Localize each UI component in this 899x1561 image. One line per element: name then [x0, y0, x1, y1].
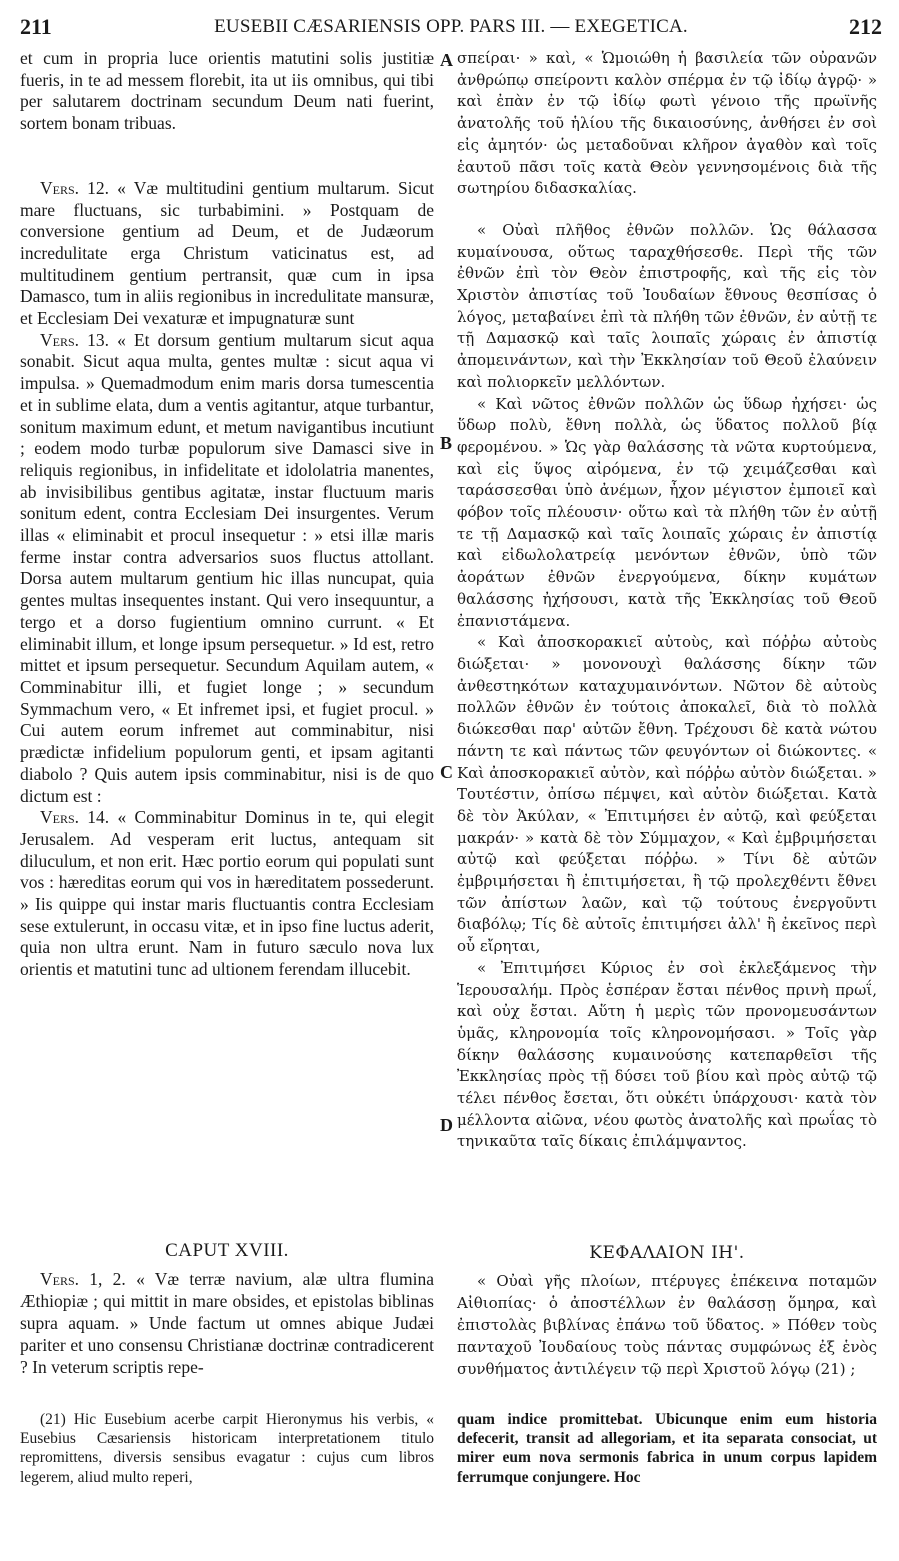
- greek-paragraph: « Οὐαὶ πλῆθος ἐθνῶν πολλῶν. Ὡς θάλασσα κυμαίνουσα, οὕτως ταραχθήσεσθε. Περὶ τῆς τῶν ἐθνῶν ἐπὶ τὸν Θεὸν ἐπιστροφῆς, καὶ τῆς εἰς τὸν Χριστὸν ἀπιστίας τοῦ Ἰουδαίων ἔθνους θεσπίσας ὁ λόγος, μεταβαίνει ἐπὶ τὰ πλήθη τῶν ἐθνῶν, ἐν αὐτῇ τε τῇ Δαμασκῷ καὶ ταῖς λοιπαῖς χώραις ἐν ἀπιστίᾳ ἀπομεινάντων, καὶ τὴν Ἐκκλησίαν τοῦ Θεοῦ ἐλαύνειν καὶ πολιορκεῖν μελλόντων.: [457, 220, 877, 391]
- footnote-right: [457, 1410, 877, 1487]
- chapter-latin-text: [20, 1268, 434, 1378]
- chapter-heading-latin: CAPUT XVIII.: [165, 1240, 289, 1261]
- greek-paragraph: σπείραι· » καὶ, « Ὡμοιώθη ἡ βασιλεία τῶν οὐρανῶν ἀνθρώπῳ σπείροντι καλὸν σπέρμα ἐν τῷ ἰδίῳ ἀγρῷ· » καὶ ἐπὰν ἐν τῷ ἰδίῳ φωτὶ γένοιο τῆς πρωϊνῆς ἀνατολῆς τοῦ ἡλίου τῆς δικαιοσύνης, ἀνθήσει ἐν σοὶ εἰς ἀμητόν· ὡς μεταδοῦναι κλῆρον ἀγαθὸν καὶ τοῖς ἑαυτοῦ πᾶσι τοῖς κατὰ Θεὸν γεννησομένοις διὰ τῆς σωτηρίου διδασκαλίας.: [457, 49, 877, 198]
- verse-label: Vers. 13.: [40, 329, 109, 350]
- verse-text: « Væ multitudini gentium multarum. Sicut mare fluctuans, sic turbabimini. » Postquam de conversione gentium ad Deum, et de Judæorum incredulitate erga Christum vaticinatus est, ad multitudinem gentium pertransit, quæ cum in ipsa Damasco, tum in aliis regionibus in incredulitate mansuræ, et Ecclesiam Dei vexaturæ et impugnaturæ sunt: [20, 177, 434, 329]
- greek-paragraph: « Καὶ ἀποσκορακιεῖ αὐτοὺς, καὶ πόῤῥω αὐτοὺς διώξεται· » μονονουχὶ θαλάσσης δίκην τῶν ἀνθεστηκότων καταχυμαινόντων. Νῶτον δὲ αὐτοὺς πολλῶν ἐθνῶν ἐν τούτοις ἀποκαλεῖ, διὰ τὸ πολλὰ διώκεσθαι παρ' αὐτῶν ἔθνη. Τρέχουσι δὲ κατὰ νώτου πάντη τε καὶ πάντως τῶν φευγόντων οἱ διώκοντες. « Καὶ ἀποσκορακιεῖ αὐτὸν, καὶ πόῤῥω αὐτὸν διώξεται. » Τουτέστιν, ὀπίσω πέμψει, καὶ αὐτὸν διώξεται. Κατὰ δὲ τὸν Ἀκύλαν, « Ἐπιτιμήσει ἐν αὐτῷ, καὶ φεύξεται μακράν· » κατὰ δὲ τὸν Σύμμαχον, « Καὶ ἐμβριμήσεται αὐτῷ καὶ φεύξεται πόῤῥω. » Τίνι δὲ αὐτῶν ἐμβριμήσεται ἢ ἐπιτιμήσεται, ἢ τῷ προλεχθέντι ἔθνει τῶν ἀπίστων λαῶν, καὶ τῷ τούτους ἐνεργοῦντι διαβόλῳ; Τίς δὲ αὐτοῖς ἐπιτιμήσει ἀλλ' ἢ ἐκεῖνος περὶ οὗ εἴρηται,: [457, 633, 877, 956]
- running-title: EUSEBII CÆSARIENSIS OPP. PARS III. — EXEGETICA.: [214, 16, 688, 37]
- footnote-text: quam indice promittebat. Ubicunque enim eum historia defecerit, transit ad allegoriam, et ita separata consociat, ut mirer eum nova sermonis fabrica in unum corpus lapidem ferrumque conjungere. Hoc: [457, 1411, 877, 1486]
- page-number-left: 211: [20, 14, 52, 39]
- latin-paragraph: [20, 330, 434, 807]
- verse-label: Vers. 1, 2.: [40, 1269, 126, 1289]
- greek-paragraph: « Ἐπιτιμήσει Κύριος ἐν σοὶ ἐκλεξάμενος τὴν Ἱερουσαλήμ. Πρὸς ἑσπέραν ἔσται πένθος πρινὴ πρωΐ, καὶ οὐχ ἔσται. Αὕτη ἡ μερὶς τῶν προνομευσάντων ὑμᾶς, κληρονομία τοῖς κληρονομήσασι. » Τοῖς γὰρ δίκην θαλάσσης κυμαινούσης κατεπαρθεῖσι τῆς Ἐκκλησίας πρὸς τῇ δύσει τοῦ βίου καὶ πρὸς αὐτῷ τῷ τέλει πένθος ἔσεται, ὅτι οὐκέτι ὑπάρχουσι· κατὰ τὸν μέλλοντα αἰῶνα, νέου φωτὸς ἀνατολῆς καὶ πρωΐας τὸ τηνικαῦτα ταῖς δίκαις ἐπιλάμψαντος.: [457, 958, 877, 1151]
- footnote-left: [20, 1410, 434, 1487]
- margin-marker-b: B: [440, 433, 453, 453]
- chapter-heading-greek: ΚΕΦΑΛΑΙΟΝ ΙΗ'.: [589, 1243, 745, 1263]
- margin-marker-c: C: [440, 762, 453, 782]
- latin-paragraph: et cum in propria luce orientis matutini solis justitiæ fueris, in te ad messem florebit, ita ut iis omnibus, qui tibi per salutarem doctrinam secundum Deum nati fuerint, sortem bonam tribuas.: [20, 48, 434, 134]
- verse-text: « Væ terræ navium, alæ ultra flumina Æthiopiæ ; qui mittit in mare obsides, et epistolas biblinas supra aquam. » Unde factum ut omnes abique Judæi pariter et uno consensu Christianæ doctrinæ contradicerent ? In veterum scriptis repe-: [20, 1269, 434, 1377]
- verse-text: « Et dorsum gentium multarum sicut aqua sonabit. Sicut aqua multa, gentes multæ : sicut aqua vi impulsa. » Quemadmodum enim maris dorsa tumescentia et in sublime elata, dum a ventis agitantur, atque turbantur, sonitum maximum edunt, et metum navigantibus incutiunt ; eodem modo turbæ populorum sive Damasci sive in reliquis regionibus, in infidelitate et idololatria manentes, ab invisibilibus gentibus agitatæ, instar fluctuum maris sonitum edent, contra Ecclesiam Dei insurgentes. Verum illas « eliminabit et procul insequetur : » etsi illæ maris ferme instar contra adversarios suos fluctus attollant. Dorsa autem multarum gentium hic illas nuncupat, quia gentes multas insequentes instant. Qui vero insequuntur, a tergo et a dorso fugientium omnino currunt. « Et eliminabit illum, et longe ipsum persequetur. » Id est, retro mittet et ipsum persequetur. Secundum Aquilam autem, « Comminabitur illi, et fugiet longe ; » secundum Symmachum vero, « Et infremet ipsi, et fugiet procul. » Cui autem eorum infremet aut comminabitur, nisi prædictæ infidelium populorum genti, et ipsam agitanti diabolo ? Quis autem ipsis comminabitur, nisi is de quo dictum est :: [20, 329, 434, 806]
- latin-paragraph: [20, 807, 434, 981]
- latin-column: [20, 48, 434, 981]
- latin-paragraph: [20, 178, 434, 330]
- greek-paragraph: « Καὶ νῶτος ἐθνῶν πολλῶν ὡς ὕδωρ ἠχήσει· ὡς ὕδωρ πολὺ, ἔθνη πολλὰ, ὡς ὕδατος πολλοῦ βίᾳ φερομένου. » Ὡς γὰρ θαλάσσης τὰ νῶτα κυρτούμενα, καὶ εἰς ὕψος αἰρόμενα, ἐν τῷ χειμάζεσθαι καὶ ταράσσεσθαι ὑπὸ ἀνέμων, ἦχον μέγιστον ἐμποιεῖ καὶ φόβον τοῖς πλέουσιν· οὕτω καὶ τὰ πλήθη τῶν ἐν αὐτῇ τε τῇ Δαμασκῷ καὶ ταῖς λοιπαῖς χώραις ἐν ἀπιστίᾳ καὶ εἰδωλολατρείᾳ μενόντων ἐθνῶν, ὑπὸ τῶν ἀοράτων ἐθνῶν ἐνεργούμενα, δίκην κυμάτων θαλάσσης ἠχήσουσι, κατὰ τῆς Ἐκκλησίας τοῦ Θεοῦ ἐπανιστάμενα.: [457, 394, 877, 630]
- margin-marker-d: D: [440, 1115, 453, 1135]
- greek-column: [457, 48, 877, 1153]
- verse-label: Vers. 14.: [40, 807, 110, 828]
- verse-text: « Comminabitur Dominus in te, qui elegit Jerusalem. Ad vesperam erit luctus, antequam sit diluculum, et non erit. Hæc portio eorum qui populati sunt vos : hæreditas eorum qui vos in hæreditatem possederunt. » Iis quippe qui instar maris fluctuantis contra Ecclesiam sese extulerunt, in occasu vitæ, et in ipso fine luctus aderit, quia non ultra erunt. Nam in futuro sæculo nova lux orientis et matutini tunc ad ultionem ferendam illucebit.: [20, 807, 434, 980]
- verse-label: Vers. 12.: [40, 177, 110, 198]
- greek-paragraph: « Οὐαὶ γῆς πλοίων, πτέρυγες ἐπέκεινα ποταμῶν Αἰθιοπίας· ὁ ἀποστέλλων ἐν θαλάσσῃ ὅμηρα, καὶ ἐπιστολὰς βιβλίνας ἐπάνω τοῦ ὕδατος. » Πόθεν τοὺς πανταχοῦ Ἰουδαίους τοὺς πάντας συμφώνως ἐξ ἑνὸς συνθήματος ἀντιλέγειν τῷ περὶ Χριστοῦ λόγῳ (21) ;: [457, 1272, 877, 1378]
- chapter-greek-text: [457, 1270, 877, 1380]
- footnote-text: (21) Hic Eusebium acerbe carpit Hieronymus his verbis, « Eusebius Cæsariensis historicam interpretationem titulo repromittens, diversis sensibus evagatur : cujus cum libros legerem, aliud multo reperi,: [20, 1411, 434, 1486]
- page-number-right: 212: [849, 14, 882, 39]
- page-header: [20, 14, 882, 40]
- margin-marker-a: A: [440, 50, 453, 70]
